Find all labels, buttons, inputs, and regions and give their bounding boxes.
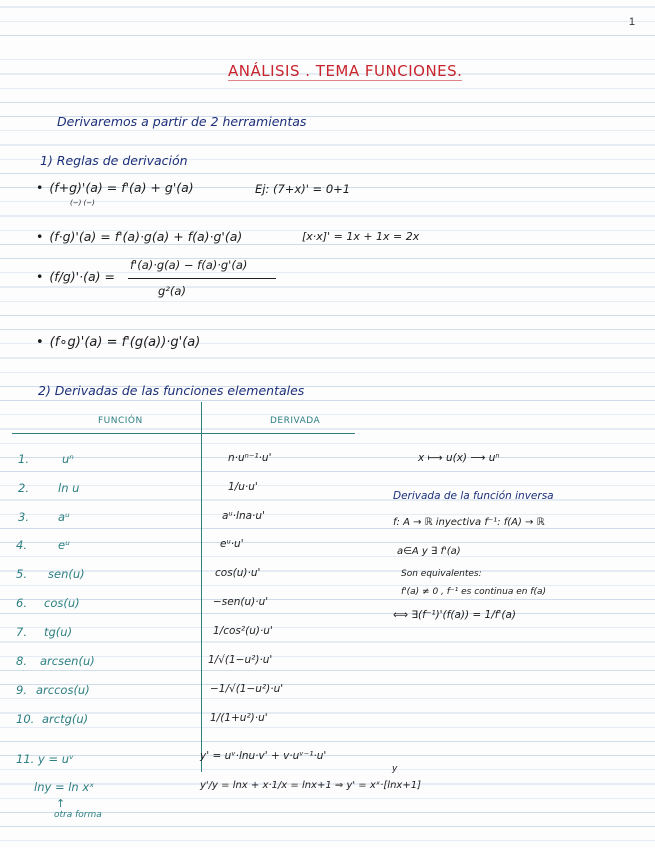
row-derivative: cos(u)·u' bbox=[215, 567, 261, 579]
inverse-heading: Derivada de la función inversa bbox=[393, 490, 554, 502]
table-header-rule bbox=[12, 433, 355, 434]
row-number: 9. bbox=[16, 683, 27, 697]
section1-heading: 1) Reglas de derivación bbox=[40, 153, 188, 168]
row-derivative: eᵘ·u' bbox=[220, 538, 244, 550]
inverse-line-1: f: A → ℝ inyectiva f⁻¹: f(A) → ℝ bbox=[393, 517, 545, 528]
row11-log-derivative: y'/y = lnx + x·1/x = lnx+1 ⇒ y' = xˣ·[lnx+1] bbox=[200, 780, 421, 791]
page-title: ANÁLISIS . TEMA FUNCIONES. bbox=[228, 62, 463, 80]
composition-note: x ⟼ u(x) ⟶ uⁿ bbox=[418, 452, 500, 464]
rule-product-example: [x·x]' = 1x + 1x = 2x bbox=[302, 230, 420, 243]
page-number: 1 bbox=[628, 16, 635, 28]
rule-sum: • (f+g)'(a) = f'(a) + g'(a) bbox=[36, 180, 194, 195]
row-function: ln u bbox=[58, 481, 80, 495]
rule-sum-example: Ej: (7+x)' = 0+1 bbox=[255, 182, 351, 196]
fraction-bar bbox=[128, 278, 276, 279]
rule-quotient-denominator: g²(a) bbox=[158, 284, 186, 298]
row-function: tg(u) bbox=[44, 625, 73, 639]
column-header-derivative: DERIVADA bbox=[270, 416, 321, 426]
row11-derivative: y' = uᵛ·lnu·v' + v·uᵛ⁻¹·u' bbox=[200, 750, 327, 762]
rule-sum-note: (−) (−) bbox=[70, 199, 95, 207]
row-number: 10. bbox=[16, 712, 35, 726]
row-number: 8. bbox=[16, 654, 27, 668]
row-derivative: −sen(u)·u' bbox=[213, 596, 269, 608]
row-function: aᵘ bbox=[58, 510, 70, 524]
row-derivative: 1/(1+u²)·u' bbox=[210, 712, 268, 724]
inverse-line-5: ⟺ ∃(f⁻¹)'(f(a)) = 1/f'(a) bbox=[393, 609, 516, 621]
row-function: eᵘ bbox=[58, 538, 70, 552]
table-column-divider bbox=[201, 402, 202, 772]
section2-heading: 2) Derivadas de las funciones elementales bbox=[38, 383, 305, 398]
inverse-line-2: a∈A y ∃ f'(a) bbox=[397, 546, 461, 557]
row-derivative: 1/u·u' bbox=[228, 481, 258, 493]
row-function: arcsen(u) bbox=[40, 654, 95, 668]
rule-chain: • (f∘g)'(a) = f'(g(a))·g'(a) bbox=[36, 335, 200, 350]
row-derivative: n·uⁿ⁻¹·u' bbox=[228, 452, 272, 464]
rule-quotient-lhs: • (f/g)'·(a) = bbox=[36, 269, 115, 284]
row11-function: y = uᵛ bbox=[38, 752, 74, 766]
rule-quotient-numerator: f'(a)·g(a) − f(a)·g'(a) bbox=[130, 258, 248, 272]
row-function: cos(u) bbox=[44, 596, 80, 610]
row-derivative: −1/√(1−u²)·u' bbox=[210, 683, 284, 695]
row-number: 4. bbox=[16, 538, 27, 552]
row11-note: otra forma bbox=[54, 810, 102, 820]
row11-superscript: y bbox=[392, 764, 398, 774]
row-number: 11. bbox=[16, 752, 35, 766]
row-derivative: 1/√(1−u²)·u' bbox=[208, 654, 273, 666]
row-number: 5. bbox=[16, 567, 27, 581]
intro-text: Derivaremos a partir de 2 herramientas bbox=[57, 114, 307, 129]
column-header-function: FUNCIÓN bbox=[98, 416, 143, 426]
row-number: 3. bbox=[18, 510, 29, 524]
row-number: 1. bbox=[18, 452, 29, 466]
row-derivative: aᵘ·lna·u' bbox=[222, 510, 265, 522]
row-function: uⁿ bbox=[62, 452, 74, 466]
row-derivative: 1/cos²(u)·u' bbox=[213, 625, 273, 637]
row11-log-function: lny = ln xˣ bbox=[34, 780, 95, 794]
row-number: 2. bbox=[18, 481, 29, 495]
row-number: 6. bbox=[16, 596, 27, 610]
rule-product: • (f·g)'(a) = f'(a)·g(a) + f(a)·g'(a) bbox=[36, 229, 242, 244]
row-function: arccos(u) bbox=[36, 683, 90, 697]
inverse-line-3: Son equivalentes: bbox=[401, 569, 482, 579]
row-function: arctg(u) bbox=[42, 712, 89, 726]
arrow-icon: ↑ bbox=[56, 797, 66, 810]
row-function: sen(u) bbox=[48, 567, 85, 581]
inverse-line-4: f'(a) ≠ 0 , f⁻¹ es continua en f(a) bbox=[401, 587, 547, 597]
row-number: 7. bbox=[16, 625, 27, 639]
